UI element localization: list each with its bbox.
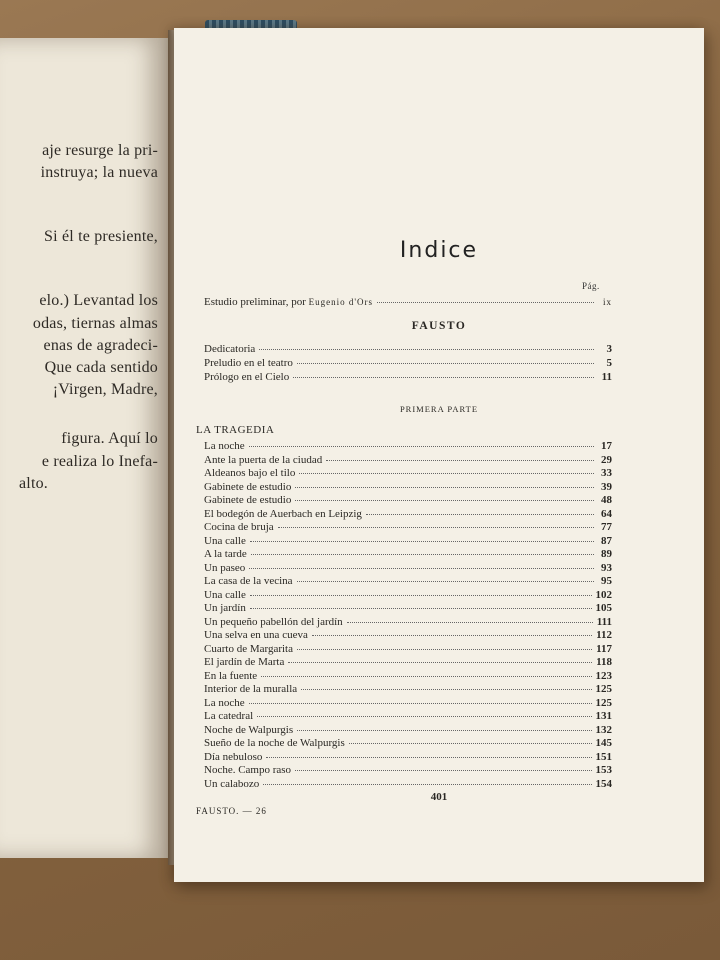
- entry-title: Una calle: [204, 588, 246, 601]
- leader-dots: [266, 757, 591, 758]
- index-entry: [204, 508, 612, 521]
- entry-title: Cuarto de Margarita: [204, 642, 293, 655]
- entry-page: 145: [595, 737, 612, 749]
- left-page-line: figura. Aquí lo: [61, 430, 158, 447]
- leader-dots: [299, 473, 594, 474]
- index-entry: [204, 602, 612, 615]
- entry-title: Cocina de bruja: [204, 521, 274, 533]
- page-number: 401: [430, 791, 448, 803]
- leader-dots: [301, 689, 591, 690]
- index-entry: [204, 616, 612, 629]
- index-entry: [204, 535, 612, 548]
- entry-title: Día nebuloso: [204, 750, 263, 763]
- index-entry: [204, 440, 612, 453]
- index-entry: [204, 454, 612, 467]
- entry-title: Aldeanos bajo el tilo: [204, 467, 296, 479]
- left-page-line: elo.) Levantad los: [39, 292, 158, 309]
- author-name: Eugenio d'Ors: [308, 297, 374, 307]
- entry-page: 105: [595, 602, 612, 614]
- entry-title: Gabinete de estudio: [204, 494, 292, 506]
- leader-dots: [251, 554, 594, 555]
- entry-page: 112: [596, 629, 612, 641]
- leader-dots: [297, 581, 594, 582]
- entry-page: 48: [601, 494, 612, 506]
- page-title: Indice: [399, 238, 479, 263]
- right-page: [174, 28, 704, 882]
- entry-title: Sueño de la noche de Walpurgis: [204, 737, 345, 749]
- entry-page: 29: [601, 453, 612, 466]
- entry-page: 123: [595, 669, 612, 682]
- entry-title: El bodegón de Auerbach en Leipzig: [204, 507, 362, 520]
- leader-dots: [295, 500, 594, 501]
- index-entry: [204, 521, 612, 534]
- entry-page: 131: [595, 710, 612, 722]
- entry-title: Un paseo: [204, 561, 246, 574]
- leader-dots: [250, 541, 594, 542]
- left-page-line: enas de agradeci-: [43, 337, 158, 354]
- leader-dots: [312, 635, 592, 636]
- leader-dots: [249, 703, 592, 704]
- entry-title: Estudio preliminar, por Eugenio d'Ors: [204, 296, 374, 308]
- left-page-line: Que cada sentido: [44, 359, 158, 376]
- index-entry: [204, 481, 612, 494]
- index-entry: [204, 357, 612, 370]
- entry-title: Interior de la muralla: [204, 683, 298, 695]
- leader-dots: [261, 676, 591, 677]
- index-entry: [204, 643, 612, 656]
- left-page-line: ¡Virgen, Madre,: [52, 381, 158, 398]
- left-page-line: e realiza lo Inefa-: [41, 453, 158, 470]
- entry-title: Una selva en una cueva: [204, 629, 308, 641]
- entry-page: 154: [595, 777, 612, 790]
- entry-title: Noche. Campo raso: [204, 764, 292, 776]
- entry-title: Ante la puerta de la ciudad: [204, 453, 323, 466]
- index-entry: [204, 670, 612, 683]
- leader-dots: [366, 514, 594, 515]
- left-page: [0, 38, 168, 858]
- leader-dots: [278, 527, 594, 528]
- leader-dots: [297, 649, 592, 650]
- entry-title: Un pequeño pabellón del jardín: [204, 615, 343, 628]
- entry-page: 5: [606, 357, 612, 369]
- leader-dots: [297, 730, 591, 731]
- leader-dots: [347, 622, 593, 623]
- entry-title: La noche: [204, 696, 245, 709]
- entry-title: Prólogo en el Cielo: [204, 371, 290, 383]
- entry-page: 77: [601, 521, 612, 533]
- entry-title: En la fuente: [204, 669, 258, 682]
- left-page-line: odas, tiernas almas: [32, 315, 158, 332]
- entry-page: 117: [596, 642, 612, 655]
- entry-page: 111: [596, 615, 612, 628]
- index-entry: [204, 710, 612, 723]
- index-entry: [204, 589, 612, 602]
- leader-dots: [250, 595, 592, 596]
- entry-title: Un jardín: [204, 602, 246, 614]
- leader-dots: [250, 608, 592, 609]
- entry-page: 11: [601, 371, 612, 383]
- entry-title: La casa de la vecina: [204, 575, 293, 587]
- entry-page: 33: [601, 467, 612, 479]
- index-entry: [204, 737, 612, 750]
- leader-dots: [288, 662, 592, 663]
- entry-title: La noche: [204, 440, 245, 452]
- entry-title: Un calabozo: [204, 777, 260, 790]
- entry-title: Dedicatoria: [204, 343, 256, 355]
- index-entry: [204, 697, 612, 710]
- part-heading: PRIMERA PARTE: [399, 404, 479, 414]
- index-entry: [204, 724, 612, 737]
- leader-dots: [293, 377, 594, 378]
- entry-page: 125: [595, 696, 612, 709]
- index-entry: [204, 683, 612, 696]
- entry-page: 151: [595, 750, 612, 763]
- leader-dots: [295, 487, 594, 488]
- index-entry: [204, 778, 612, 791]
- index-entry: [204, 629, 612, 642]
- entry-title: Preludio en el teatro: [204, 357, 293, 369]
- signature-mark: FAUSTO. — 26: [196, 806, 267, 816]
- leader-dots: [257, 716, 591, 717]
- leader-dots: [295, 770, 591, 771]
- index-entry: [204, 371, 612, 384]
- index-entry: [204, 751, 612, 764]
- entry-title: Gabinete de estudio: [204, 480, 292, 493]
- entry-page: 93: [601, 561, 612, 574]
- entry-page: 153: [595, 764, 612, 776]
- leader-dots: [249, 568, 594, 569]
- entry-title: Noche de Walpurgis: [204, 723, 294, 736]
- entry-page: 118: [596, 656, 612, 668]
- entry-page: ix: [602, 297, 612, 307]
- index-entry: [204, 575, 612, 588]
- leader-dots: [263, 784, 591, 785]
- left-page-line: aje resurge la pri-: [42, 142, 158, 159]
- leader-dots: [297, 363, 594, 364]
- index-entry: [204, 764, 612, 777]
- entry-page: 89: [601, 548, 612, 560]
- leader-dots: [259, 349, 594, 350]
- section-heading-fausto: FAUSTO: [411, 320, 467, 332]
- entry-page: 39: [601, 480, 612, 493]
- entry-page: 64: [601, 507, 612, 520]
- entry-page: 95: [601, 575, 612, 587]
- index-entry: [204, 467, 612, 480]
- index-entry: [204, 548, 612, 561]
- index-entry: [204, 656, 612, 669]
- leader-dots: [377, 302, 594, 303]
- index-entry: [204, 494, 612, 507]
- leader-dots: [249, 446, 594, 447]
- leader-dots: [326, 460, 594, 461]
- entry-title: A la tarde: [204, 548, 247, 560]
- entry-page: 87: [601, 534, 612, 547]
- index-entry-intro: [204, 296, 612, 309]
- left-page-line: Si él te presiente,: [44, 228, 158, 245]
- left-page-line: alto.: [19, 475, 48, 492]
- entry-page: 102: [595, 588, 612, 601]
- entry-page: 132: [595, 723, 612, 736]
- index-entry: [204, 343, 612, 356]
- page-column-label: Pág.: [582, 281, 600, 291]
- entry-page: 17: [601, 440, 612, 452]
- entry-title: El jardín de Marta: [204, 656, 285, 668]
- section-label: LA TRAGEDIA: [196, 424, 275, 436]
- leader-dots: [349, 743, 592, 744]
- entry-page: 3: [606, 343, 612, 355]
- left-page-line: instruya; la nueva: [40, 164, 158, 181]
- index-entry: [204, 562, 612, 575]
- entry-title: La catedral: [204, 710, 254, 722]
- entry-title: Una calle: [204, 534, 246, 547]
- entry-page: 125: [595, 683, 612, 695]
